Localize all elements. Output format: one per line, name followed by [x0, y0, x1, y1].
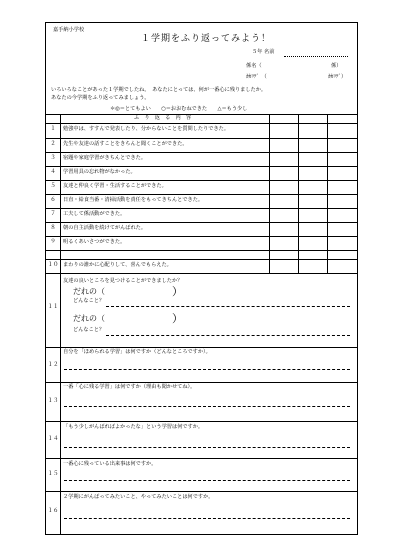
- q15-answer-line[interactable]: [64, 480, 350, 481]
- section-rule: [46, 347, 357, 348]
- q13-prompt: 一番「心に残る学習」は何ですか（理由も聞かせてね）。: [63, 384, 196, 390]
- row-text: 日直・給食当番・清掃活動を責任をもってきちんとできた。: [63, 197, 204, 203]
- q14-answer-line[interactable]: [64, 447, 350, 448]
- row-rule: [46, 166, 357, 167]
- rating-legend: ＊◎＝とてもよい ○＝おおむねできた △＝もう少し: [110, 106, 248, 112]
- row-text: 朝の自主活動を続けてがんばれた。: [63, 225, 147, 231]
- row-text: 先生や友達の話すことをきちんと聞くことができた。: [63, 141, 188, 147]
- page-title: １学期をふり返ってみよう！: [141, 34, 272, 44]
- q16-number: １６: [47, 508, 59, 514]
- row-rule: [46, 250, 357, 251]
- row-rule: [46, 208, 357, 209]
- q11-who-1: だれの（: [73, 287, 105, 296]
- row-number: ２: [50, 141, 56, 147]
- row-number: ６: [50, 197, 56, 203]
- q11-what-2: どんなこと？: [73, 327, 105, 333]
- row-number: ４: [50, 169, 56, 175]
- row-rule: [46, 138, 357, 139]
- row-rule: [46, 259, 357, 260]
- name-line: [284, 56, 348, 57]
- q11-who-2: だれの（: [73, 314, 105, 323]
- section-rule: [46, 458, 357, 459]
- q13-answer-line[interactable]: [64, 406, 350, 407]
- q11-number: １１: [47, 304, 59, 310]
- worksheet: [45, 22, 358, 535]
- row-rule: [46, 194, 357, 195]
- table-top-rule: [46, 114, 357, 115]
- row-number: ５: [50, 183, 56, 189]
- row-number: ３: [50, 155, 56, 161]
- row-rule: [46, 180, 357, 181]
- q16-answer-line[interactable]: [64, 518, 350, 519]
- q12-answer-line[interactable]: [64, 369, 350, 370]
- q15-number: １５: [47, 471, 59, 477]
- q14-number: １４: [47, 436, 59, 442]
- row-rule: [46, 152, 357, 153]
- class-name-label: ５年 名前: [252, 49, 275, 55]
- row-text: 明るくあいさつができた。: [63, 239, 126, 245]
- q12-number: １２: [47, 362, 59, 368]
- row-number: １: [50, 126, 56, 132]
- row-number: ８: [50, 225, 56, 231]
- row-text: まわりの誰かに心配りして、喜んでもらえた。: [63, 262, 172, 268]
- table-header-rule: [46, 123, 357, 124]
- row-number: ７: [50, 211, 56, 217]
- row-text: 学習用具の忘れ物がなかった。: [63, 169, 136, 175]
- number-column-rule: [60, 114, 61, 535]
- section-rule: [46, 382, 357, 383]
- q15-prompt: 一番心に残っている出来事は何ですか。: [63, 461, 157, 467]
- table-header: ふ り 返 る 内 容: [134, 115, 192, 121]
- kana-label-1: ｶｶﾘﾃﾞ （: [246, 74, 267, 80]
- row-text: 友達と仲良く学習・生活することができた。: [63, 183, 167, 189]
- row-text: 勉強中は、すすんで発表したり、分からないことを質問したりできた。: [63, 126, 230, 132]
- q11-who-close-2: ）: [172, 312, 183, 325]
- q11-prompt: 友達の良いところを見つけることができましたか？: [63, 278, 183, 284]
- q13-number: １３: [47, 398, 59, 404]
- q11-what-1: どんなこと？: [73, 298, 105, 304]
- section-rule: [46, 421, 357, 422]
- row-number: ９: [50, 239, 56, 245]
- row-rule: [46, 236, 357, 237]
- row-rule: [46, 222, 357, 223]
- q11-who-close-1: ）: [172, 285, 183, 298]
- q11-answer-line[interactable]: [106, 306, 350, 307]
- q12-prompt: 自分を「ほめられる学習」は何ですか（どんなところですか）。: [63, 349, 211, 355]
- kana-label-2: ｶｶﾘﾃﾞ）: [328, 74, 347, 80]
- row-rule: [46, 273, 357, 274]
- q11-answer-line[interactable]: [106, 335, 350, 336]
- school-name: 嘉手納小学校: [53, 27, 85, 33]
- row-number: １０: [47, 262, 59, 268]
- team-close: 係）: [331, 63, 342, 69]
- intro-line-1: いろいろなことがあった１学期でしたね。 あなたにとっては、何が一番心に残りましたか。: [51, 87, 267, 93]
- q16-prompt: ２学期にがんばってみたいこと、やってみたいことは何ですか。: [63, 494, 214, 500]
- team-label: 係名（: [246, 63, 262, 69]
- row-text: 宿題や家庭学習がきちんとできた。: [63, 155, 147, 161]
- intro-line-2: あなたの今学期をふり返ってみましょう。: [51, 95, 150, 101]
- q14-prompt: 「もう少しがんばればよかったな」という学習は何ですか。: [63, 424, 204, 430]
- section-rule: [46, 491, 357, 492]
- row-text: 工夫して係活動ができた。: [63, 211, 126, 217]
